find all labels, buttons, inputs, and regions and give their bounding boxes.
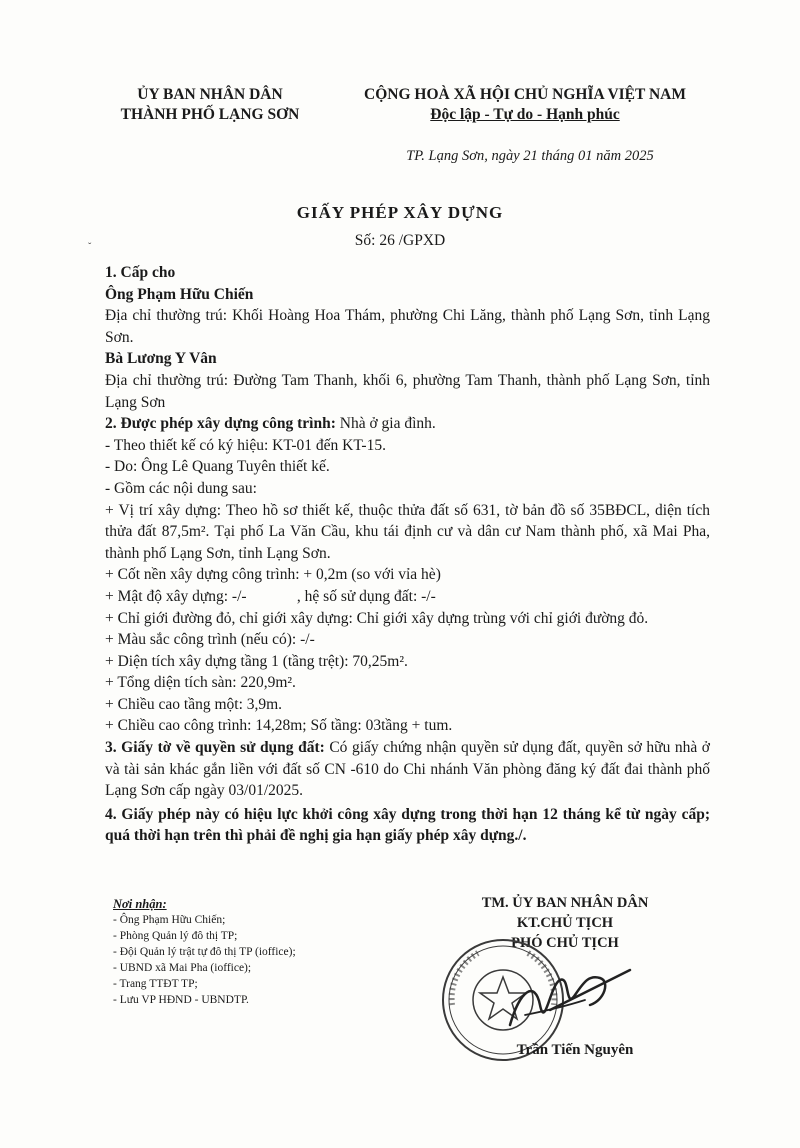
section2-line: + Chiều cao công trình: 14,28m; Số tầng: 03tầng + tum. (105, 717, 453, 735)
document-title: GIẤY PHÉP XÂY DỰNG (296, 203, 504, 222)
section1-heading: 1. Cấp cho (105, 264, 176, 281)
section3-paragraph (105, 737, 710, 802)
section2-line: - Gồm các nội dung sau: (105, 479, 257, 497)
recipient-item: - Trang TTĐT TP; (113, 978, 198, 990)
sign-line3: PHÓ CHỦ TỊCH (511, 935, 619, 951)
sign-line1: TM. ỦY BAN NHÂN DÂN (481, 895, 649, 911)
permit-body (105, 262, 710, 847)
person2-address: Địa chỉ thường trú: Đường Tam Thanh, khối 6, phường Tam Thanh, thành phố Lạng Sơn, tỉnh Lạng Sơn (105, 371, 710, 411)
recipients-block (113, 896, 383, 1008)
section2-value: Nhà ở gia đình. (339, 415, 436, 433)
sign-line2: KT.CHỦ TỊCH (516, 915, 614, 931)
section2-line: + Diện tích xây dựng tầng 1 (tầng trệt): 70,25m². (105, 652, 408, 670)
section2-line: + Màu sắc công trình (nếu có): -/- (105, 631, 315, 649)
person1-name: Ông Phạm Hữu Chiến (105, 285, 254, 303)
nation-line1: CỘNG HOÀ XÃ HỘI CHỦ NGHĨA VIỆT NAM (364, 86, 686, 103)
person2-name: Bà Lương Y Vân (105, 350, 217, 368)
section2-line: + Cốt nền xây dựng công trình: + 0,2m (so với vỉa hè) (105, 566, 441, 584)
recipient-item: - Lưu VP HĐND - UBNDTP. (113, 994, 249, 1006)
section2-line: + Tổng diện tích sàn: 220,9m². (105, 674, 296, 692)
scan-mark: ˇ (88, 242, 92, 253)
handwritten-signature-icon (490, 950, 640, 1040)
authority-line2: THÀNH PHỐ LẠNG SƠN (120, 106, 300, 123)
nation-motto: Độc lập - Tự do - Hạnh phúc (430, 106, 620, 123)
national-header (345, 85, 705, 125)
section2-heading: 2. Được phép xây dựng công trình: (105, 415, 336, 433)
signer-name: Trần Tiến Nguyên (516, 1042, 634, 1058)
section2-line: - Do: Ông Lê Quang Tuyên thiết kế. (105, 458, 330, 476)
section2-heading-line (105, 413, 710, 435)
section2-line: - Theo thiết kế có ký hiệu: KT-01 đến KT-15. (105, 436, 386, 454)
section2-line: + Vị trí xây dựng: Theo hồ sơ thiết kế, thuộc thửa đất số 631, tờ bản đồ số 35BĐCL, diện tích thửa đất 87,5m². Tại phố La Văn Cầu, khu tái định cư và dân cư Nam thành phố, xã Mai Pha, thành phố Lạng Sơn, tỉnh Lạng Sơn. (105, 501, 710, 562)
section4-paragraph: 4. Giấy phép này có hiệu lực khởi công xây dựng trong thời hạn 12 tháng kể từ ngày cấp; quá thời hạn trên thì phải đề nghị gia hạn giấy phép xây dựng./. (105, 805, 710, 845)
recipient-item: - Đội Quản lý trật tự đô thị TP (ioffice); (113, 946, 296, 958)
recipients-title: Nơi nhận: (113, 897, 167, 911)
authority-line1: ỦY BAN NHÂN DÂN (137, 86, 283, 103)
issuing-authority (95, 85, 325, 125)
section2-line: + Mật độ xây dựng: -/- , hệ số sử dụng đất: -/- (105, 587, 436, 605)
section2-line: + Chiều cao tầng một: 3,9m. (105, 695, 283, 713)
person1-address: Địa chỉ thường trú: Khối Hoàng Hoa Thám, phường Chi Lăng, thành phố Lạng Sơn, tỉnh Lạng Sơn. (105, 307, 710, 346)
section3-text: Có giấy chứng nhận quyền sử dụng đất, quyền sở hữu nhà ở và tài sản khác gắn liền với đất số CN -610 do Chi nhánh Văn phòng đăng ký đất đai thành phố Lạng Sơn cấp ngày 03/01/2025. (105, 739, 710, 800)
section3-heading: 3. Giấy tờ về quyền sử dụng đất: (105, 739, 325, 757)
recipient-item: - Phòng Quản lý đô thị TP; (113, 930, 238, 942)
recipient-item: - UBND xã Mai Pha (ioffice); (113, 962, 252, 974)
recipient-item: - Ông Phạm Hữu Chiến; (113, 914, 226, 926)
section2-line: + Chỉ giới đường đỏ, chỉ giới xây dựng: Chỉ giới xây dựng trùng với chỉ giới đường đỏ. (105, 609, 649, 627)
date-line: TP. Lạng Sơn, ngày 21 tháng 01 năm 2025 (406, 148, 654, 164)
document-number: Số: 26 /GPXD (354, 232, 446, 249)
